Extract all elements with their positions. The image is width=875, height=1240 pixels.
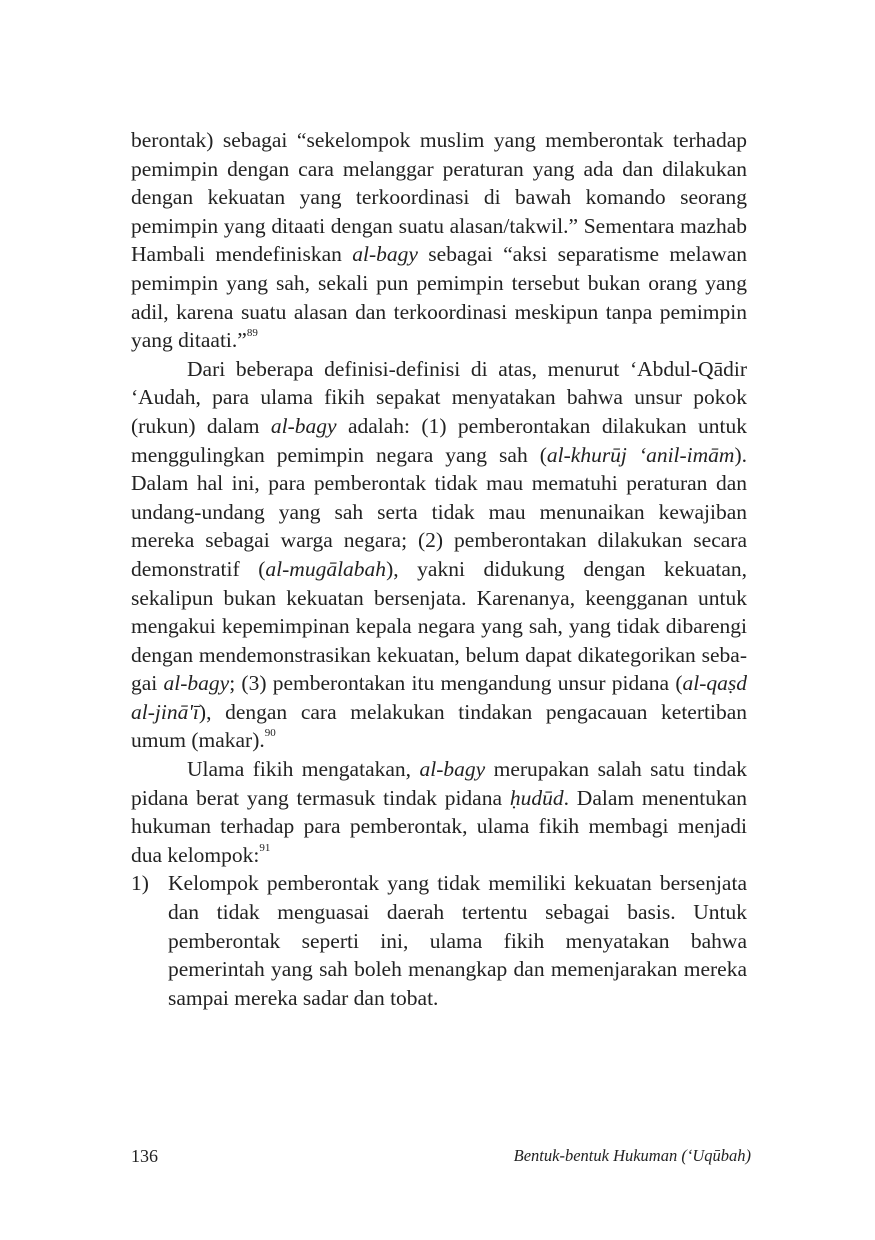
page-footer <box>131 1142 751 1170</box>
paragraph-3: Ulama fikih mengatakan, al-bagy merupakan salah satu tindak pidana berat yang termasuk tindak pidana ḥudūd. Dalam menentukan hukuman terhadap para pemberontak, ulama fikih membagi menjadi dua kelompok:$^{91}$ <box>131 757 747 867</box>
footnote-ref[interactable]: 89 <box>246 327 258 339</box>
italic-term: al-mugālabah <box>265 556 387 581</box>
italic-term: al-bagy <box>352 242 418 267</box>
running-title: Bentuk-bentuk Hukuman (‘Uqūbah) <box>513 1146 751 1165</box>
paragraph-2: Dari beberapa definisi-definisi di atas, menurut ‘Abdul-Qādir ‘Audah, para ulama fikih sepakat menyatakan bahwa unsur pokok (rukun) dalam al-bagy adalah: (1) pemberontakan dilakukan untuk menggulingkan pemimpin negara yang sah (al-khurūj ‘anil-imām). Dalam hal ini, para pemberontak tidak mau mematuhi peraturan dan undang-undang yang sah serta tidak mau menunaikan kewajiban mereka sebagai warga negara; (2) pemberontakan dilakukan secara demonstratif (al-mugālabah), yakni didukung dengan kekuatan, sekalipun bukan kekuatan bersenjata. Karenanya, keengganan untuk mengakui kepemimpinan kepala negara yang sah, yang tidak dibarengi dengan mendemonstrasikan kekuatan, belum dapat dikategorikan sebagai al-bagy; (3) pemberontakan itu mengandung unsur pidana (al-qaṣd al-jinā'ī), dengan cara melakukan tindakan pengacauan ketertiban umum (makar).$^{90}$ <box>131 356 748 753</box>
page-number: 136 <box>131 1146 158 1166</box>
italic-term: al-bagy <box>270 413 337 438</box>
list-item <box>131 869 747 1012</box>
list-number: 1) <box>131 871 149 896</box>
italic-term: al-bagy <box>419 757 486 782</box>
italic-term: al-qaṣd al-jinā'ī <box>131 671 747 724</box>
footnote-ref[interactable]: 90 <box>264 727 276 740</box>
footnote-ref[interactable]: 91 <box>259 841 271 854</box>
list-item-text: Kelompok pemberontak yang tidak memiliki kekuatan bersenjata dan tidak menguasai daerah tertentu sebagai basis. Untuk pemberontak seperti ini, ulama fikih menyatakan bahwa pemerintah yang sah boleh menangkap dan memenjarakan mereka sampai mereka sadar dan tobat. <box>168 871 747 1010</box>
italic-term: ḥudūd <box>509 785 564 810</box>
body-text <box>131 126 747 1012</box>
italic-term: al-khurūj ‘anil-imām <box>546 442 735 467</box>
paragraph-1: berontak) sebagai “sekelompok muslim yang memberontak terhadap pemimpin dengan cara melanggar peraturan yang ada dan dilakukan dengan kekuatan yang terkoordinasi di bawah komando seorang pemimpin yang ditaati dengan suatu alasan/takwil.” Sementara mazhab Hambali mendefiniskan al-bagy sebagai “aksi separatisme melawan pemimpin yang sah, sekali pun pemimpin tersebut bukan orang yang adil, karena suatu alasan dan terkoordinasi meskipun tanpa pemimpin yang ditaati.”$^{89}$ <box>131 128 747 353</box>
italic-term: al-bagy <box>163 671 230 696</box>
